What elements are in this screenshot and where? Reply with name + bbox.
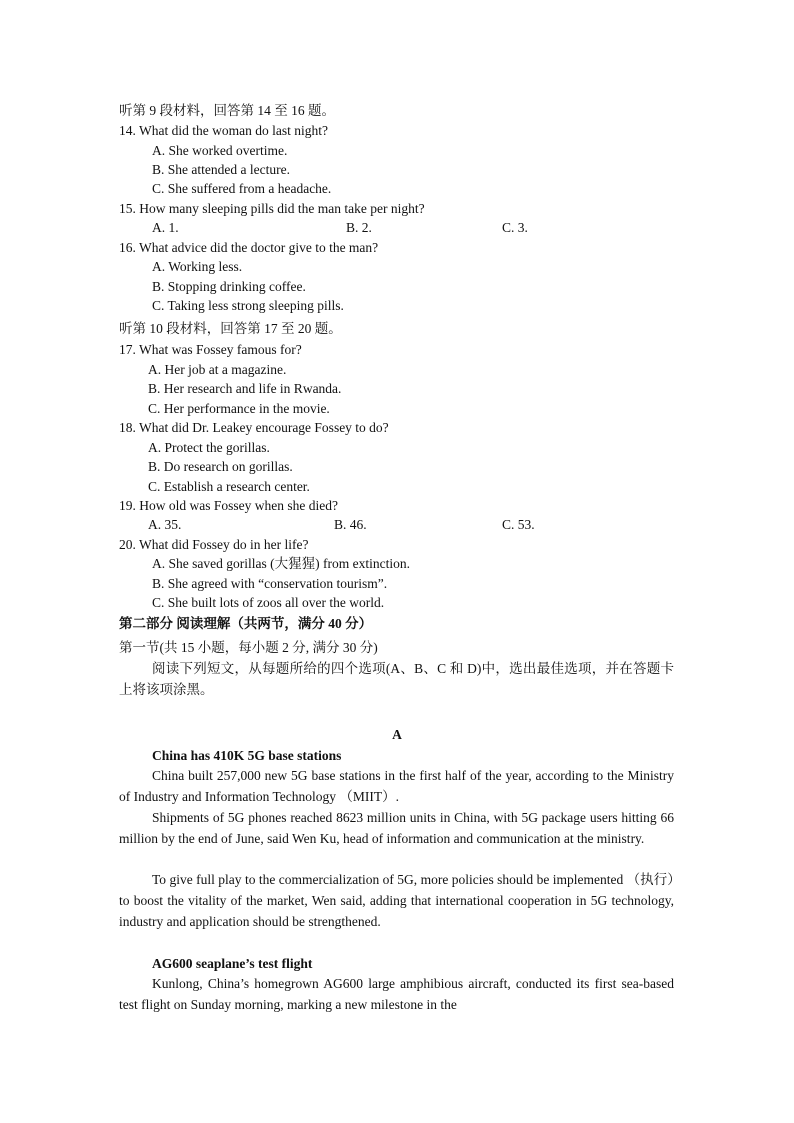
- q18-stem: 18. What did Dr. Leakey encourage Fossey to do?: [119, 420, 389, 435]
- q14-option-b: B. She attended a lecture.: [152, 162, 290, 177]
- q17-option-b: B. Her research and life in Rwanda.: [148, 381, 342, 396]
- reading-part-title: 第二部分 阅读理解（共两节，满分 40 分）: [119, 616, 373, 631]
- q15-option-b: B. 2.: [346, 220, 372, 235]
- q16-option-b: B. Stopping drinking coffee.: [152, 279, 306, 294]
- q19-option-a: A. 35.: [148, 517, 182, 532]
- reading-section-title: 第一节(共 15 小题，每小题 2 分, 满分 30 分): [119, 640, 378, 655]
- q20-option-a: A. She saved gorillas (大猩猩) from extinction.: [152, 556, 410, 571]
- q19-option-c: C. 53.: [502, 517, 535, 532]
- q17-option-a: A. Her job at a magazine.: [148, 362, 287, 377]
- q17-stem: 17. What was Fossey famous for?: [119, 342, 302, 357]
- q16-option-c: C. Taking less strong sleeping pills.: [152, 298, 344, 313]
- q19-stem: 19. How old was Fossey when she died?: [119, 498, 338, 513]
- headline-ag600: AG600 seaplane’s test flight: [152, 956, 313, 971]
- q18-option-c: C. Establish a research center.: [148, 479, 310, 494]
- q14-option-c: C. She suffered from a headache.: [152, 181, 332, 196]
- paragraph-1: China built 257,000 new 5G base stations in the first half of the year, according to the Ministry of Industry and Information Technology （MIIT）.: [119, 768, 674, 804]
- q16-option-a: A. Working less.: [152, 259, 243, 274]
- q15-option-c: C. 3.: [502, 220, 528, 235]
- paragraph-4: Kunlong, China’s homegrown AG600 large amphibious aircraft, conducted its first sea-based test flight on Sunday morning, marking a new milestone in the: [119, 976, 674, 1012]
- headline-5g: China has 410K 5G base stations: [152, 748, 342, 763]
- q17-option-c: C. Her performance in the movie.: [148, 401, 330, 416]
- q20-option-c: C. She built lots of zoos all over the world.: [152, 595, 385, 610]
- passage-letter: A: [392, 727, 402, 742]
- q18-option-b: B. Do research on gorillas.: [148, 459, 293, 474]
- q14-stem: 14. What did the woman do last night?: [119, 123, 328, 138]
- q15-stem: 15. How many sleeping pills did the man take per night?: [119, 201, 425, 216]
- q20-stem: 20. What did Fossey do in her life?: [119, 537, 309, 552]
- listening-part10-header: 听第 10 段材料，回答第 17 至 20 题。: [119, 321, 342, 336]
- q19-option-b: B. 46.: [334, 517, 367, 532]
- reading-instructions: [119, 658, 674, 700]
- q16-stem: 16. What advice did the doctor give to the man?: [119, 240, 379, 255]
- q14-option-a: A. She worked overtime.: [152, 143, 288, 158]
- q20-option-b: B. She agreed with “conservation tourism”.: [152, 576, 388, 591]
- paragraph-3: To give full play to the commercialization of 5G, more policies should be implemented （执行）to boost the vitality of the market, Wen said, adding that international cooperation in 5G technology, industry and application should be strengthened.: [119, 872, 674, 929]
- paragraph-2: Shipments of 5G phones reached 8623 million units in China, with 5G package users hitting 66 million by the end of June, said Wen Ku, head of information and communication at the ministry.: [119, 810, 674, 846]
- instructions-text: 阅读下列短文，从每题所给的四个选项(A、B、C 和 D)中，选出最佳选项，并在答题卡上将该项涂黑。: [119, 661, 674, 697]
- listening-part9-header: 听第 9 段材料，回答第 14 至 16 题。: [119, 103, 335, 118]
- q15-option-a: A. 1.: [152, 220, 179, 235]
- q18-option-a: A. Protect the gorillas.: [148, 440, 270, 455]
